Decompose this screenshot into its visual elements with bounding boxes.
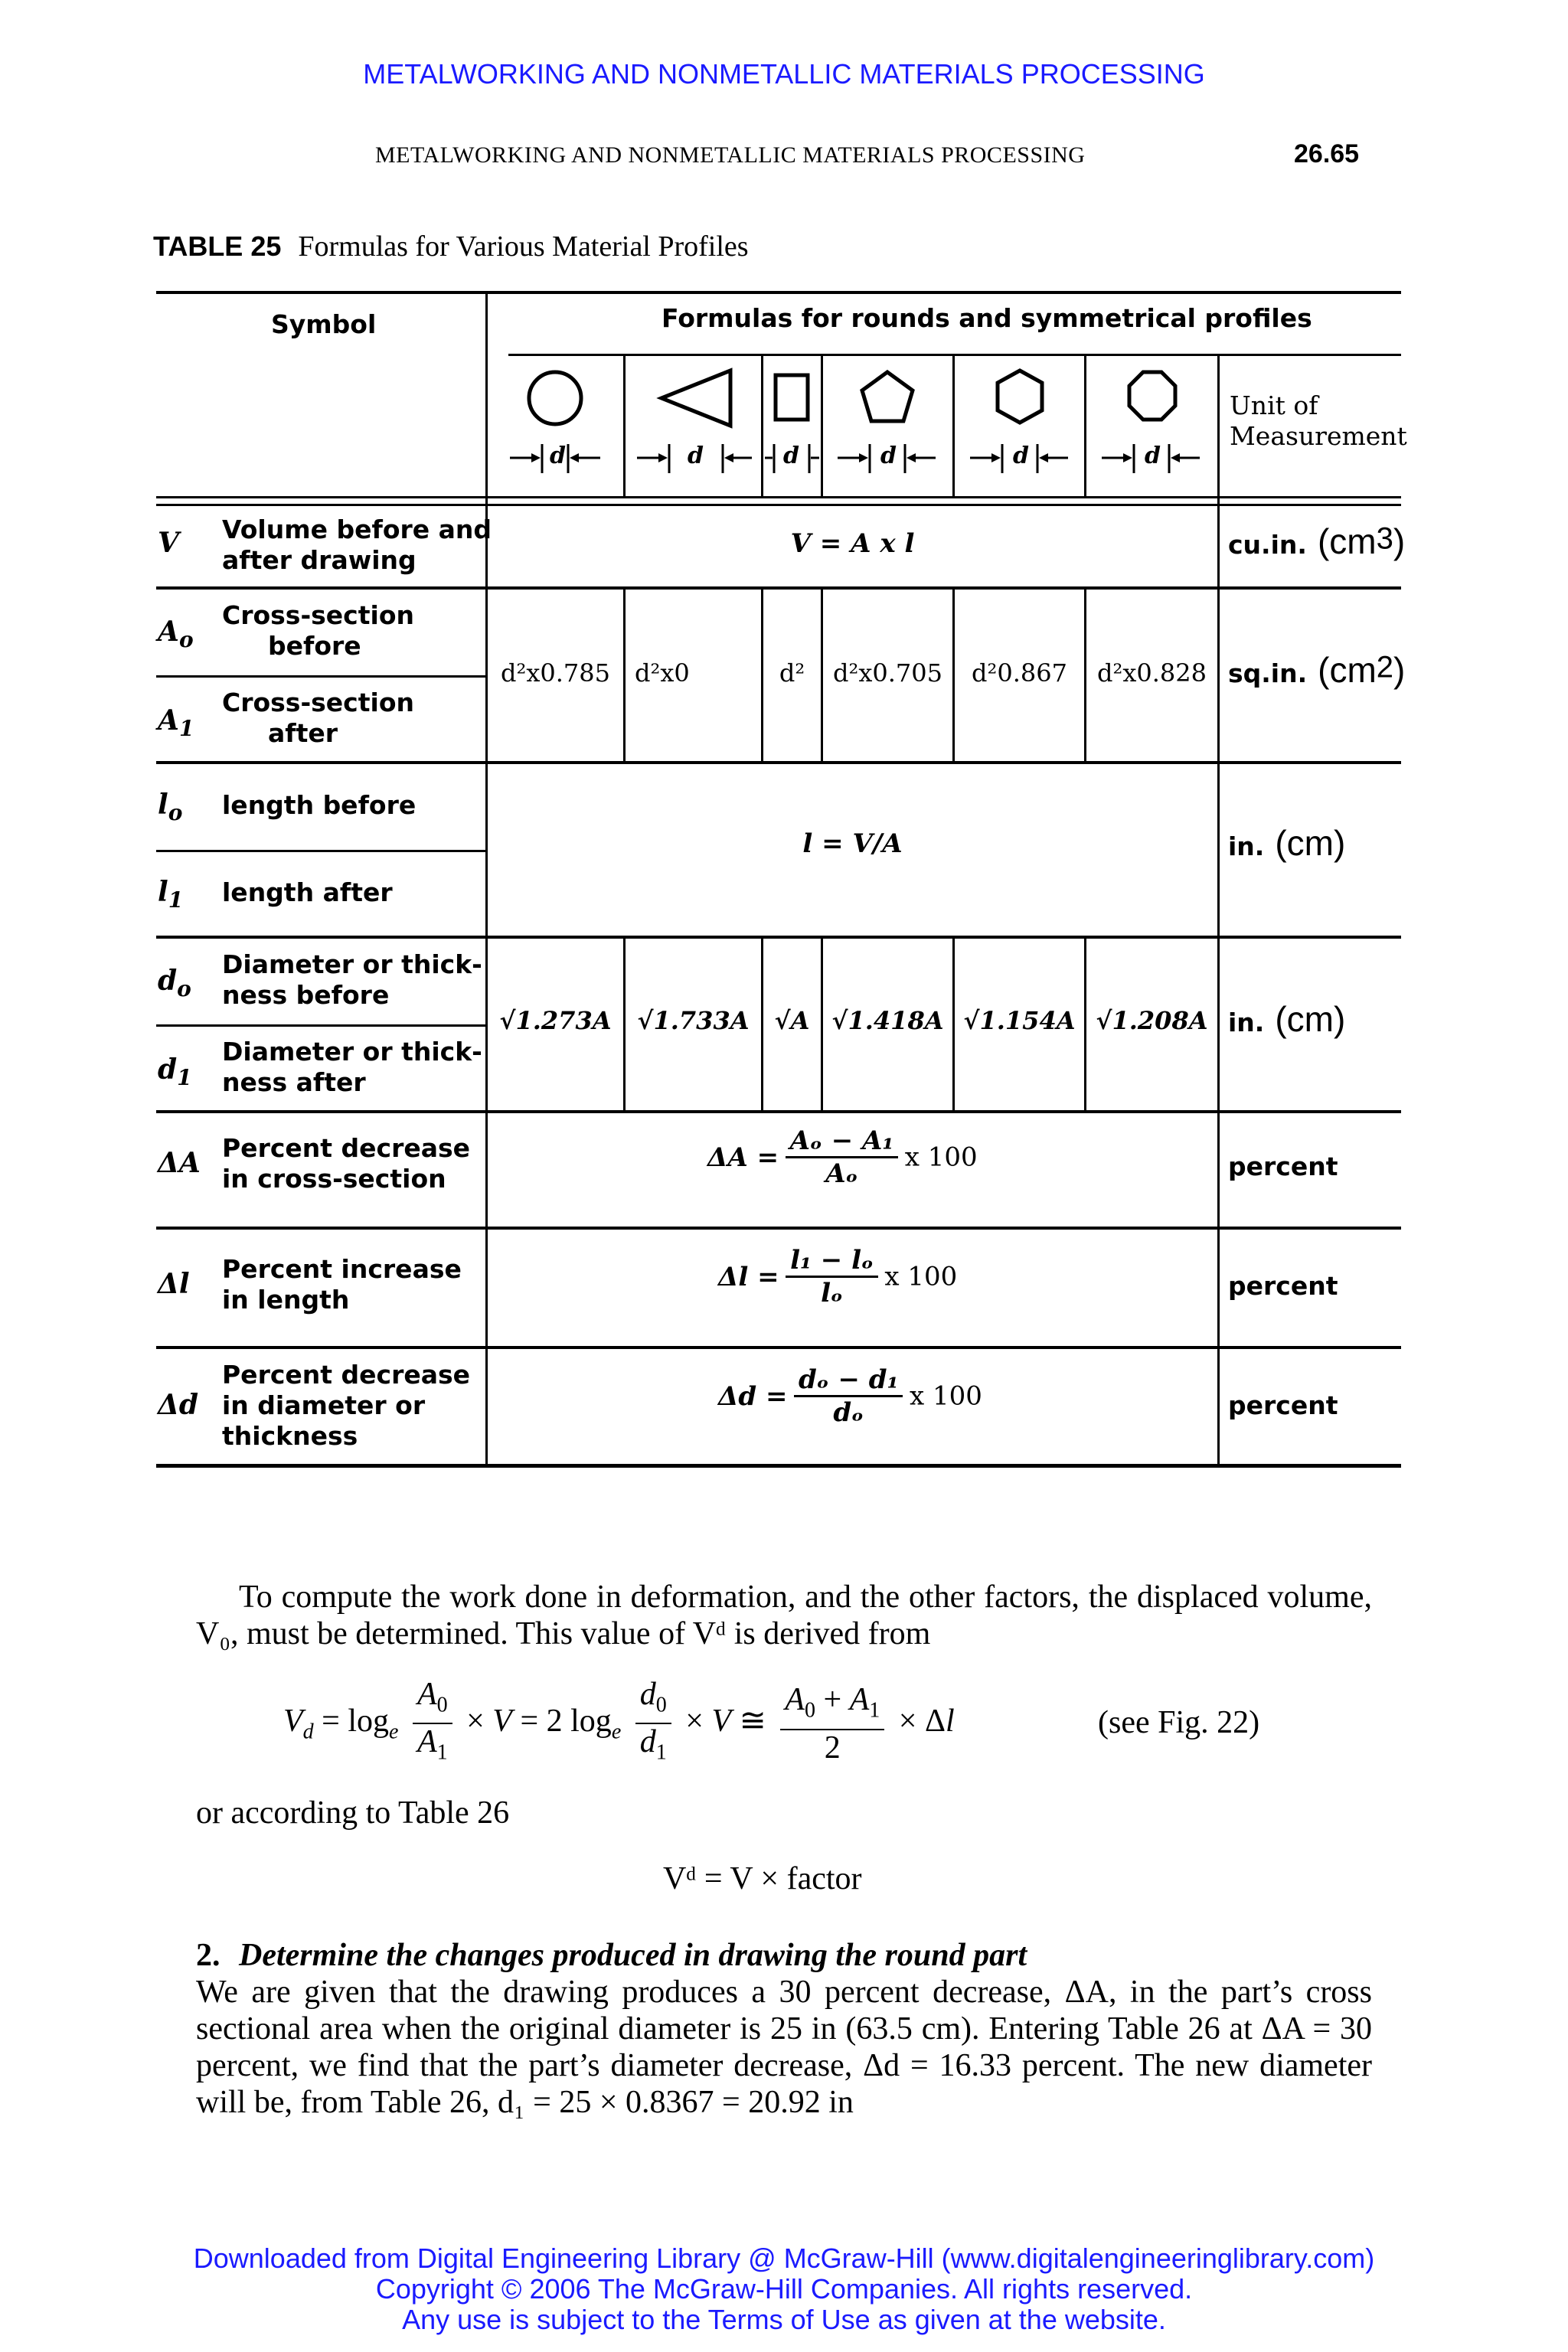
rule-v-bottom [156,586,1401,590]
formula-delta-a-times: x 100 [904,1142,978,1173]
symbol-d0-sub: o [177,976,191,1002]
formula-delta-d-times: x 100 [909,1380,982,1412]
unit-delta-l: percent [1228,1271,1338,1301]
pentagon-profile-icon [822,358,952,496]
desc-dd-3: thickness [222,1421,358,1451]
table-caption [153,230,749,263]
unit-diam-text: in. [1228,1008,1265,1037]
rule-l-bottom [156,936,1401,939]
rule-l-mid [156,850,485,852]
unit-area-close: ) [1393,650,1406,690]
diam-value-circle: √1.273A [499,1006,612,1035]
dim-d: d [688,443,704,469]
header-unit-2: Measurement [1230,421,1407,451]
rule-d-mid [156,1024,485,1027]
vrule-unit [1217,354,1220,1467]
paragraph-displaced-volume: To compute the work done in deformation, and the other factors, the displaced volume, V₀, must be determined. This value of Vᵈ is derived from [196,1579,1372,1651]
symbol-l1 [158,876,183,913]
formula-length: l = V/A [802,828,903,859]
diam-value-triangle: √1.733A [637,1006,750,1035]
footer-line-1[interactable]: Downloaded from Digital Engineering Library @ McGraw-Hill (www.digitalengineeringlibrary.com) [193,2243,1375,2274]
unit-area [1228,649,1405,691]
desc-v-2: after drawing [222,545,416,575]
desc-dl-2: in length [222,1285,350,1315]
area-value-square: d² [779,658,805,688]
symbol-delta-a: ΔA [158,1147,201,1179]
dim-d: d [550,443,566,469]
rule-d-bottom [156,1110,1401,1113]
symbol-l1-base: l [158,876,168,908]
desc-dd-1: Percent decrease [222,1360,471,1390]
symbol-l0 [158,789,182,825]
unit-area-exp: 2 [1376,650,1394,684]
table-title: Formulas for Various Material Profiles [298,230,749,263]
formula-delta-l-times: x 100 [884,1261,958,1292]
desc-d1-1: Diameter or thick- [222,1037,482,1067]
desc-l0: length before [222,790,416,820]
rule-da-bottom [156,1227,1401,1230]
unit-v-text: cu.in. [1228,530,1307,560]
symbol-delta-l: Δl [158,1268,190,1300]
symbol-d1-base: d [158,1054,178,1086]
desc-dd-2: in diameter or [222,1390,426,1420]
diam-value-square: √A [774,1006,810,1035]
footer [0,2243,1568,2335]
unit-v-exp: 3 [1376,521,1393,556]
paragraph-drawing: We are given that the drawing produces a 30 percent decrease, ΔA, in the part’s cross sectional area when the original diameter is 25 in (63.5 cm). Entering Table 26 at ΔA = 30 percent, we find that the part’s diameter decrease, Δd = 16.33 percent. The new diameter will be, from Table 26, d₁ = 25 × 0.8367 = 20.92 in [196,1975,1372,2120]
frac-den: Aₒ [825,1158,858,1189]
unit-area-text: sq.in. [1228,658,1308,688]
square-profile-icon [763,358,821,496]
desc-da-2: in cross-section [222,1164,446,1194]
unit-area-metric: (cm [1318,650,1377,690]
symbol-l1-sub: 1 [168,887,184,913]
unit-diam [1228,998,1345,1040]
frac-num: Aₒ − A₁ [786,1125,899,1158]
step-heading [196,1937,1372,1974]
symbol-a0-sub: o [178,627,194,653]
symbol-a1-sub: 1 [178,716,194,742]
formula-delta-d-lhs: Δd = [718,1380,788,1412]
formula-delta-d [718,1364,982,1428]
area-value-circle: d²x0.785 [501,658,610,688]
desc-v-1: Volume before and [222,514,492,544]
table-label: TABLE 25 [153,230,282,262]
desc-a0-2: before [268,631,361,661]
symbol-l0-base: l [158,789,168,821]
formula-delta-a-lhs: ΔA = [707,1142,779,1173]
frac-den: dₒ [833,1397,864,1428]
desc-d1-2: ness after [222,1067,366,1097]
frac-num: dₒ − d₁ [794,1364,903,1397]
symbol-a1 [158,704,194,741]
formula-delta-l-lhs: Δl = [718,1261,779,1292]
desc-dl-1: Percent increase [222,1254,462,1284]
rule-a-mid [156,675,485,678]
symbol-a1-base: A [158,704,179,737]
symbol-d1 [158,1054,192,1090]
equation-factor: Vᵈ = V × factor [663,1861,862,1896]
formula-delta-a [707,1125,978,1189]
triangle-profile-icon [625,358,761,496]
header-symbol: Symbol [271,309,377,339]
desc-d0-1: Diameter or thick- [222,949,482,979]
unit-length-text: in. [1228,831,1265,861]
top-banner: METALWORKING AND NONMETALLIC MATERIALS PROCESSING [363,58,1205,90]
unit-length-metric: (cm) [1275,823,1346,863]
unit-length [1228,822,1345,864]
unit-diam-metric: (cm) [1275,999,1346,1039]
desc-a1-1: Cross-section [222,688,414,717]
header-formulas: Formulas for rounds and symmetrical profiles [662,303,1312,333]
area-value-hexagon: d²0.867 [972,658,1067,688]
dim-d: d [1145,443,1161,469]
diam-value-hexagon: √1.154A [963,1006,1076,1035]
formula-delta-d-frac [794,1364,903,1428]
symbol-v: V [158,527,179,559]
dim-d: d [783,443,799,469]
frac-den: lₒ [821,1278,843,1308]
symbol-a0-base: A [158,616,179,648]
formula-delta-l-frac [786,1245,878,1308]
rule-dl-bottom [156,1346,1401,1349]
area-value-octagon: d²x0.828 [1097,658,1207,688]
unit-v-metric: (cm [1317,521,1377,561]
symbol-d0-base: d [158,965,178,997]
desc-d0-2: ness before [222,980,390,1010]
area-value-pentagon: d²x0.705 [833,658,942,688]
desc-a0-1: Cross-section [222,600,414,630]
rule-a-bottom [156,761,1401,764]
rule-bottom [156,1464,1401,1468]
formula-delta-l [718,1245,957,1308]
circle-profile-icon [487,358,623,496]
formulas-table [156,291,1407,1470]
frac-num: l₁ − lₒ [786,1245,878,1278]
footer-line-3: Any use is subject to the Terms of Use as given at the website. [402,2304,1166,2335]
unit-v-close: ) [1393,521,1406,561]
symbol-d0 [158,965,191,1001]
symbol-d1-sub: 1 [177,1065,192,1091]
running-head: METALWORKING AND NONMETALLIC MATERIALS PROCESSING [375,142,1086,168]
unit-delta-d: percent [1228,1390,1338,1420]
desc-l1: length after [222,877,393,907]
formula-v: V = A x l [790,528,915,559]
page-number: 26.65 [1294,139,1360,168]
step-title: Determine the changes produced in drawing the round part [239,1938,1027,1973]
step-number: 2. [196,1938,220,1973]
dim-d: d [880,443,897,469]
header-unit-1: Unit of [1230,390,1318,420]
symbol-a0 [158,616,194,652]
diam-value-pentagon: √1.418A [831,1006,944,1035]
desc-a1-2: after [268,718,338,748]
area-value-triangle: d²x0 [635,658,690,688]
rule-header-bottom-2 [156,504,1401,506]
octagon-profile-icon [1086,358,1217,496]
formula-delta-a-frac [786,1125,899,1189]
unit-v [1228,521,1405,562]
footer-line-2: Copyright © 2006 The McGraw-Hill Companies. All rights reserved. [375,2273,1193,2305]
desc-da-1: Percent decrease [222,1133,471,1163]
rule-header-bottom [156,496,1401,498]
symbol-l0-sub: o [168,800,183,826]
equation-see-figure: (see Fig. 22) [1098,1705,1260,1740]
equation-vd: $V_d = \log_e$ $\frac{A_0}{A_1}$ × V = 2 $\log_e$ $\frac{d_0}{d_1}$ × V ≅ $\frac{A_0 + A_1}{2}$ × Δl [283,1677,955,1766]
rule-top [156,291,1401,294]
dim-d: d [1013,443,1029,469]
hexagon-profile-icon [955,358,1084,496]
rule-shape-top [508,354,1401,356]
unit-delta-a: percent [1228,1152,1338,1181]
symbol-delta-d: Δd [158,1389,199,1421]
paragraph-table-26: or according to Table 26 [196,1795,510,1831]
diam-value-octagon: √1.208A [1096,1006,1208,1035]
